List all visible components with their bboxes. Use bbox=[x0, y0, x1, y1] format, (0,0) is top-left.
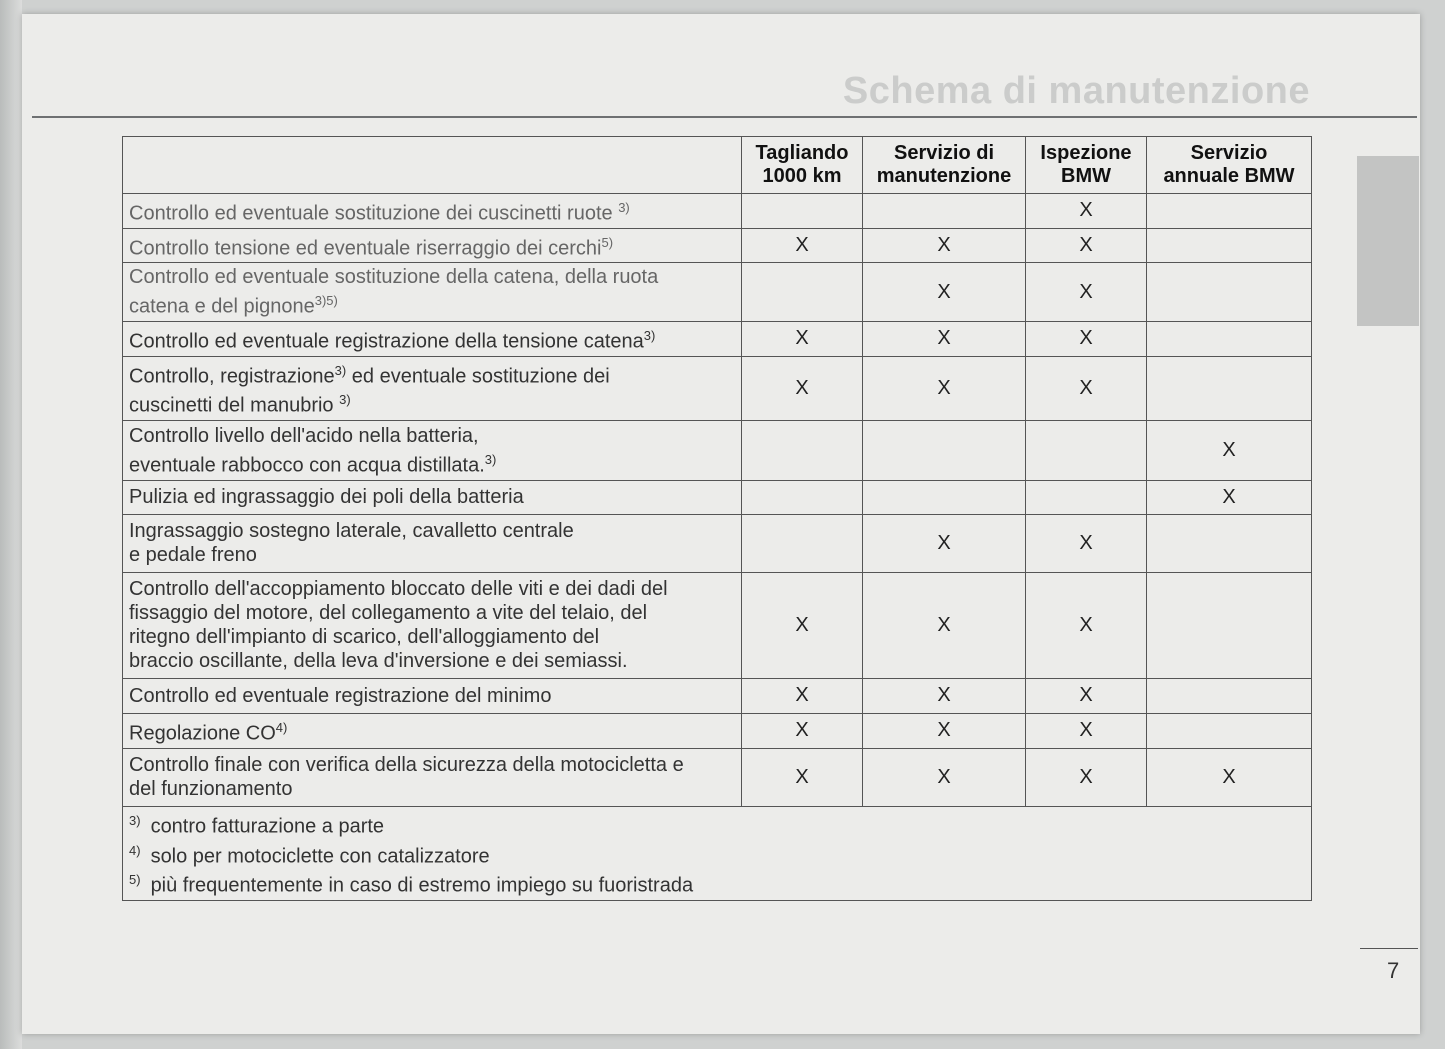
mark-cell: X bbox=[863, 321, 1026, 356]
header-ispezione: Ispezione BMW bbox=[1026, 137, 1147, 194]
task-cell: Controllo ed eventuale registrazione della tensione catena$^{3)}$ bbox=[123, 321, 742, 356]
task-cell: Controllo ed eventuale sostituzione della catena, della ruota catena e del pignone$^{3)5)}$ bbox=[123, 263, 742, 322]
header-servizio: Servizio di manutenzione bbox=[863, 137, 1026, 194]
mark-cell: X bbox=[1026, 228, 1147, 263]
header-tagliando: Tagliando 1000 km bbox=[742, 137, 863, 194]
mark-cell bbox=[1147, 572, 1312, 678]
mark-cell: X bbox=[742, 228, 863, 263]
task-cell: Controllo ed eventuale registrazione del minimo bbox=[123, 678, 742, 713]
header-annuale: Servizio annuale BMW bbox=[1147, 137, 1312, 194]
mark-cell bbox=[742, 420, 863, 480]
task-cell: Controllo ed eventuale sostituzione dei cuscinetti ruote $^{3)}$ bbox=[123, 194, 742, 229]
mark-cell: X bbox=[1026, 572, 1147, 678]
header-rule bbox=[32, 116, 1417, 118]
page-number-rule bbox=[1360, 948, 1418, 949]
table-row bbox=[123, 321, 1312, 356]
mark-cell bbox=[1147, 713, 1312, 748]
mark-cell bbox=[1147, 514, 1312, 572]
task-cell: Controllo finale con verifica della sicurezza della motocicletta e del funzionamento bbox=[123, 748, 742, 806]
table-row bbox=[123, 480, 1312, 514]
mark-cell: X bbox=[742, 321, 863, 356]
mark-cell: X bbox=[1026, 748, 1147, 806]
mark-cell: X bbox=[863, 572, 1026, 678]
footnote: $^{4)}$ solo per motociclette con catalizzatore bbox=[129, 842, 490, 868]
mark-cell bbox=[1147, 228, 1312, 263]
mark-cell bbox=[1026, 420, 1147, 480]
table-row bbox=[123, 514, 1312, 572]
mark-cell: X bbox=[1147, 420, 1312, 480]
mark-cell bbox=[1147, 356, 1312, 420]
mark-cell bbox=[863, 420, 1026, 480]
task-cell: Controllo livello dell'acido nella batteria, eventuale rabbocco con acqua distillata.$^{3)}$ bbox=[123, 420, 742, 480]
mark-cell bbox=[742, 194, 863, 229]
manual-page bbox=[22, 14, 1420, 1034]
mark-cell: X bbox=[1026, 263, 1147, 322]
mark-cell bbox=[742, 514, 863, 572]
task-cell: Ingrassaggio sostegno laterale, cavalletto centrale e pedale freno bbox=[123, 514, 742, 572]
mark-cell bbox=[1147, 678, 1312, 713]
mark-cell: X bbox=[1026, 514, 1147, 572]
mark-cell: X bbox=[863, 713, 1026, 748]
mark-cell: X bbox=[863, 514, 1026, 572]
mark-cell: X bbox=[742, 748, 863, 806]
mark-cell: X bbox=[1026, 713, 1147, 748]
mark-cell bbox=[742, 263, 863, 322]
footnotes-row bbox=[123, 806, 1312, 900]
mark-cell bbox=[1147, 263, 1312, 322]
table-row bbox=[123, 748, 1312, 806]
mark-cell bbox=[863, 194, 1026, 229]
table-row bbox=[123, 356, 1312, 420]
table-row bbox=[123, 263, 1312, 322]
maintenance-table bbox=[122, 136, 1312, 901]
mark-cell bbox=[1026, 480, 1147, 514]
header-row bbox=[123, 137, 1312, 194]
header-blank bbox=[123, 137, 742, 194]
task-cell: Controllo dell'accoppiamento bloccato delle viti e dei dadi del fissaggio del motore, del collegamento a vite del telaio, del ritegno dell'impianto di scarico, dell'alloggiamento del braccio oscillante, della leva d'inversione e dei semiassi. bbox=[123, 572, 742, 678]
table-row bbox=[123, 572, 1312, 678]
table-row bbox=[123, 420, 1312, 480]
mark-cell bbox=[1147, 194, 1312, 229]
mark-cell: X bbox=[863, 748, 1026, 806]
mark-cell: X bbox=[1026, 678, 1147, 713]
task-cell: Regolazione CO$^{4)}$ bbox=[123, 713, 742, 748]
task-cell: Pulizia ed ingrassaggio dei poli della batteria bbox=[123, 480, 742, 514]
mark-cell bbox=[863, 480, 1026, 514]
mark-cell: X bbox=[1147, 480, 1312, 514]
page-title: Schema di manutenzione bbox=[842, 70, 1310, 112]
mark-cell: X bbox=[1026, 194, 1147, 229]
mark-cell: X bbox=[742, 572, 863, 678]
mark-cell: X bbox=[1147, 748, 1312, 806]
table-row bbox=[123, 194, 1312, 229]
table-row bbox=[123, 678, 1312, 713]
mark-cell: X bbox=[1026, 321, 1147, 356]
footnote: $^{3)}$ contro fatturazione a parte bbox=[129, 812, 385, 838]
mark-cell: X bbox=[863, 678, 1026, 713]
task-cell: Controllo, registrazione$^{3)}$ ed eventuale sostituzione dei cuscinetti del manubrio $^{3)}$ bbox=[123, 356, 742, 420]
page-number: 7 bbox=[1387, 958, 1400, 983]
mark-cell: X bbox=[863, 263, 1026, 322]
mark-cell bbox=[1147, 321, 1312, 356]
table-row bbox=[123, 228, 1312, 263]
mark-cell: X bbox=[863, 356, 1026, 420]
table-row bbox=[123, 713, 1312, 748]
footnotes bbox=[123, 806, 1312, 900]
mark-cell: X bbox=[742, 356, 863, 420]
task-cell: Controllo tensione ed eventuale riserraggio dei cerchi$^{5)}$ bbox=[123, 228, 742, 263]
mark-cell: X bbox=[863, 228, 1026, 263]
mark-cell bbox=[742, 480, 863, 514]
book-spine-edge bbox=[0, 0, 22, 1049]
mark-cell: X bbox=[1026, 356, 1147, 420]
footnote: $^{5)}$ più frequentemente in caso di estremo impiego su fuoristrada bbox=[129, 872, 694, 897]
section-tab bbox=[1357, 156, 1419, 326]
mark-cell: X bbox=[742, 713, 863, 748]
mark-cell: X bbox=[742, 678, 863, 713]
